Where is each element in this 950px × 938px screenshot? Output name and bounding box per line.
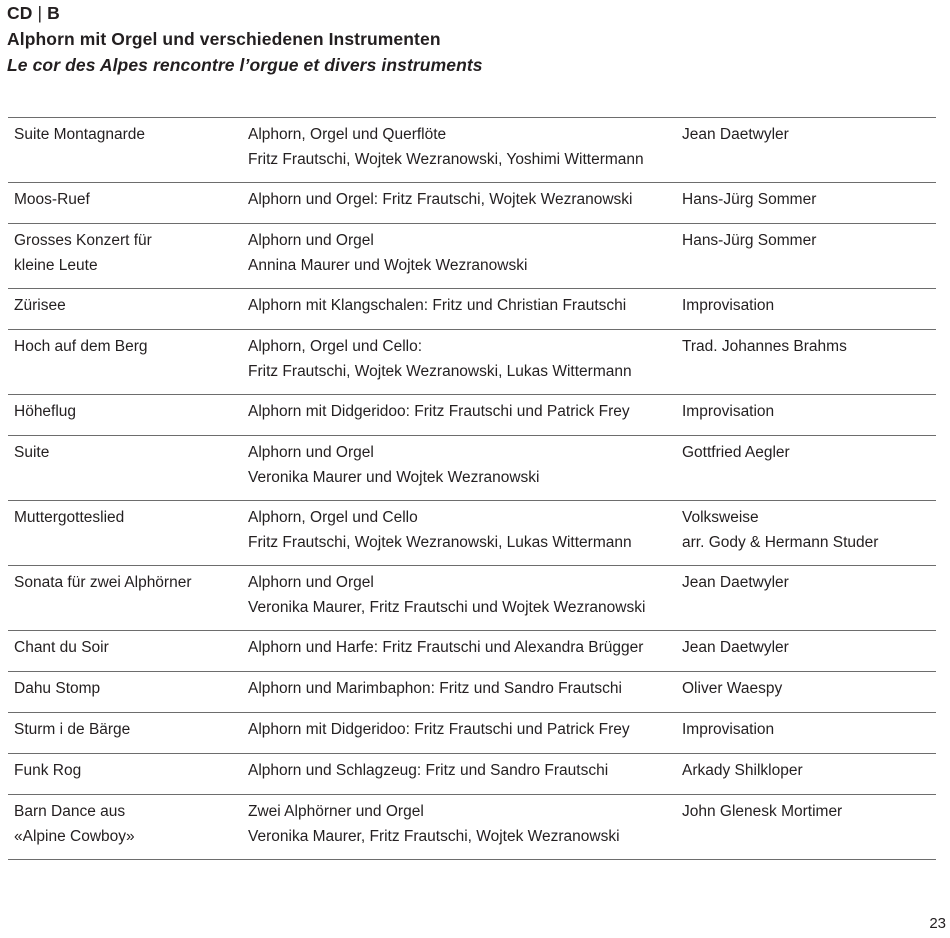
track-composer: [682, 187, 936, 223]
track-title-line: Sturm i de Bärge: [14, 721, 131, 738]
track-performers-line: Fritz Frautschi, Wojtek Wezranowski, Lukas Wittermann: [248, 534, 632, 551]
track-performers: [248, 122, 682, 182]
track-composer-line: Trad. Johannes Brahms: [682, 338, 847, 355]
track-title-line: Zürisee: [14, 297, 66, 314]
cd-separator: |: [37, 3, 43, 23]
track-composer-line: Oliver Waespy: [682, 680, 783, 697]
track-composer: [682, 717, 936, 753]
track-performers-line: Fritz Frautschi, Wojtek Wezranowski, Lukas Wittermann: [248, 363, 632, 380]
track-title-line: Dahu Stomp: [14, 680, 101, 697]
track-list: [8, 117, 936, 860]
track-performers-line: Alphorn und Orgel: [248, 444, 374, 461]
track-composer-line: Jean Daetwyler: [682, 574, 789, 591]
track-title-line: Chant du Soir: [14, 639, 109, 656]
track-performers-line: Alphorn und Schlagzeug: Fritz und Sandro Frautschi: [248, 762, 609, 779]
track-performers: [248, 187, 682, 223]
cd-heading: [7, 0, 483, 26]
track-performers: [248, 758, 682, 794]
track-row: [8, 289, 936, 330]
track-performers-line: Alphorn mit Didgeridoo: Fritz Frautschi und Patrick Frey: [248, 721, 630, 738]
track-composer: [682, 440, 936, 500]
track-title-line: Muttergotteslied: [14, 509, 125, 526]
track-title: [8, 635, 248, 671]
track-composer-line: arr. Gody & Hermann Studer: [682, 534, 879, 551]
track-row: [8, 224, 936, 289]
track-composer-line: Volksweise: [682, 509, 759, 526]
track-title-line: Barn Dance aus: [14, 803, 126, 820]
title-german: Alphorn mit Orgel und verschiedenen Instrumenten: [7, 29, 441, 49]
track-performers-line: Veronika Maurer, Fritz Frautschi, Wojtek Wezranowski: [248, 828, 620, 845]
track-title: [8, 334, 248, 394]
track-performers: [248, 228, 682, 288]
track-title-line: Sonata für zwei Alphörner: [14, 574, 192, 591]
track-performers-line: Veronika Maurer, Fritz Frautschi und Wojtek Wezranowski: [248, 599, 646, 616]
track-title: [8, 758, 248, 794]
track-composer: [682, 334, 936, 394]
track-performers: [248, 334, 682, 394]
track-performers-line: Alphorn, Orgel und Querflöte: [248, 126, 447, 143]
track-composer: [682, 799, 936, 859]
track-title-line: Funk Rog: [14, 762, 82, 779]
track-title-line: «Alpine Cowboy»: [14, 828, 135, 845]
track-performers-line: Fritz Frautschi, Wojtek Wezranowski, Yoshimi Wittermann: [248, 151, 644, 168]
track-performers-line: Zwei Alphörner und Orgel: [248, 803, 424, 820]
track-performers-line: Alphorn, Orgel und Cello: [248, 509, 418, 526]
track-composer-line: Jean Daetwyler: [682, 126, 789, 143]
track-composer-line: John Glenesk Mortimer: [682, 803, 843, 820]
track-row: [8, 754, 936, 795]
track-title-line: Grosses Konzert für: [14, 232, 152, 249]
track-title-line: Moos-Ruef: [14, 191, 90, 208]
track-composer: [682, 293, 936, 329]
track-composer-line: Improvisation: [682, 297, 775, 314]
track-title: [8, 228, 248, 288]
track-row: [8, 330, 936, 395]
title-french: Le cor des Alpes rencontre l’orgue et divers instruments: [7, 55, 483, 75]
track-composer-line: Arkady Shilkloper: [682, 762, 803, 779]
track-composer: [682, 122, 936, 182]
track-composer: [682, 570, 936, 630]
track-performers: [248, 676, 682, 712]
track-composer: [682, 635, 936, 671]
track-title: [8, 187, 248, 223]
track-performers: [248, 399, 682, 435]
track-row: [8, 795, 936, 860]
track-performers: [248, 570, 682, 630]
track-composer-line: Gottfried Aegler: [682, 444, 790, 461]
track-title: [8, 399, 248, 435]
track-title: [8, 570, 248, 630]
track-performers: [248, 717, 682, 753]
track-row: [8, 631, 936, 672]
track-row: [8, 672, 936, 713]
track-composer-line: Hans-Jürg Sommer: [682, 191, 817, 208]
track-row: [8, 395, 936, 436]
track-performers-line: Alphorn und Orgel: [248, 574, 374, 591]
track-title: [8, 293, 248, 329]
track-title-line: Höheflug: [14, 403, 77, 420]
track-composer-line: Hans-Jürg Sommer: [682, 232, 817, 249]
track-title: [8, 440, 248, 500]
track-performers-line: Alphorn und Orgel: [248, 232, 374, 249]
track-performers-line: Alphorn, Orgel und Cello:: [248, 338, 423, 355]
track-title: [8, 505, 248, 565]
track-performers: [248, 505, 682, 565]
track-title-line: Hoch auf dem Berg: [14, 338, 148, 355]
cd-label: CD: [7, 3, 33, 23]
track-composer: [682, 676, 936, 712]
track-performers-line: Alphorn und Harfe: Fritz Frautschi und Alexandra Brügger: [248, 639, 644, 656]
track-performers-line: Alphorn und Orgel: Fritz Frautschi, Wojtek Wezranowski: [248, 191, 633, 208]
track-performers: [248, 635, 682, 671]
track-composer-line: Improvisation: [682, 721, 775, 738]
track-title-line: Suite Montagnarde: [14, 126, 145, 143]
track-composer-line: Improvisation: [682, 403, 775, 420]
track-performers-line: Annina Maurer und Wojtek Wezranowski: [248, 257, 528, 274]
track-performers: [248, 293, 682, 329]
track-title-line: Suite: [14, 444, 50, 461]
track-title-line: kleine Leute: [14, 257, 98, 274]
track-row: [8, 501, 936, 566]
track-performers: [248, 440, 682, 500]
track-row: [8, 436, 936, 501]
track-title: [8, 122, 248, 182]
track-row: [8, 118, 936, 183]
cd-letter: B: [47, 3, 60, 23]
track-composer: [682, 758, 936, 794]
track-composer: [682, 505, 936, 565]
track-performers-line: Veronika Maurer und Wojtek Wezranowski: [248, 469, 540, 486]
track-performers-line: Alphorn mit Klangschalen: Fritz und Christian Frautschi: [248, 297, 627, 314]
track-performers-line: Alphorn und Marimbaphon: Fritz und Sandro Frautschi: [248, 680, 622, 697]
track-composer: [682, 399, 936, 435]
page-number: 23: [929, 915, 946, 932]
track-title: [8, 799, 248, 859]
track-title: [8, 717, 248, 753]
track-performers-line: Alphorn mit Didgeridoo: Fritz Frautschi und Patrick Frey: [248, 403, 630, 420]
track-composer-line: Jean Daetwyler: [682, 639, 789, 656]
track-composer: [682, 228, 936, 288]
track-row: [8, 566, 936, 631]
page-header: [7, 0, 483, 78]
track-row: [8, 183, 936, 224]
track-performers: [248, 799, 682, 859]
track-row: [8, 713, 936, 754]
track-title: [8, 676, 248, 712]
